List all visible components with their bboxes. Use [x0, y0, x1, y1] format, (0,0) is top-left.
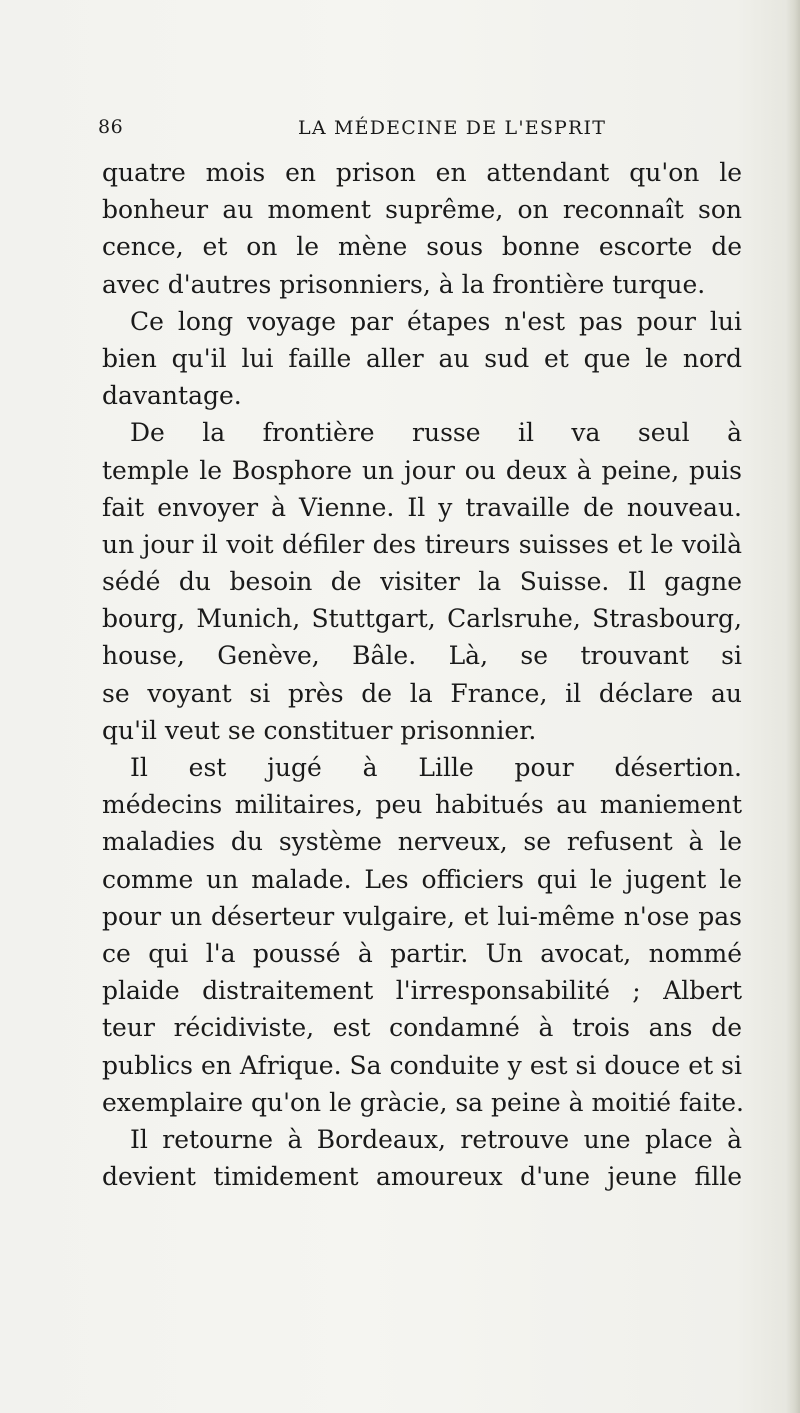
page-number: 86 — [98, 116, 124, 138]
body-text — [102, 154, 742, 1195]
running-title: LA MÉDECINE DE L'ESPRIT — [298, 117, 607, 139]
text-line: davantage. — [102, 381, 242, 411]
text-line: bien qu'il lui faille aller au sud et que le nord — [102, 343, 742, 373]
text-line: un jour il voit défiler des tireurs suisses et le voilà — [102, 529, 742, 559]
text-line: Ce long voyage par étapes n'est pas pour lui — [130, 306, 742, 336]
text-line: De la frontière russe il va seul à — [130, 418, 742, 448]
text-line: temple le Bosphore un jour ou deux à peine, puis — [102, 455, 742, 485]
text-line: maladies du système nerveux, se refusent à le — [102, 827, 742, 857]
text-line: sédé du besoin de visiter la Suisse. Il gagne — [102, 567, 742, 597]
page-edge-shadow — [786, 0, 800, 1413]
text-line: avec d'autres prisonniers, à la frontière turque. — [102, 269, 706, 299]
text-line: médecins militaires, peu habitués au maniement — [102, 790, 742, 820]
text-line: bourg, Munich, Stuttgart, Carlsruhe, Strasbourg, — [102, 604, 742, 634]
running-header — [98, 116, 718, 144]
text-line: cence, et on le mène sous bonne escorte de — [102, 232, 742, 262]
text-line: ce qui l'a poussé à partir. Un avocat, nommé — [102, 938, 742, 968]
text-line: Il retourne à Bordeaux, retrouve une place à — [130, 1124, 742, 1154]
text-line: devient timidement amoureux d'une jeune fille — [102, 1162, 742, 1192]
text-line: se voyant si près de la France, il déclare au — [102, 678, 742, 708]
text-line: quatre mois en prison en attendant qu'on le — [102, 158, 742, 187]
text-line: publics en Afrique. Sa conduite y est si douce et si — [102, 1050, 742, 1080]
text-line: comme un malade. Les officiers qui le jugent le — [102, 864, 742, 894]
text-line: bonheur au moment suprême, on reconnaît son — [102, 195, 742, 225]
text-line: pour un déserteur vulgaire, et lui-même n'ose pas — [102, 901, 742, 931]
text-line: house, Genève, Bâle. Là, se trouvant si — [102, 641, 742, 671]
text-line: fait envoyer à Vienne. Il y travaille de nouveau. — [102, 492, 742, 522]
text-line: exemplaire qu'on le gràcie, sa peine à moitié faite. — [102, 1087, 744, 1117]
text-line: qu'il veut se constituer prisonnier. — [102, 715, 537, 745]
text-line: teur récidiviste, est condamné à trois ans de — [102, 1013, 742, 1043]
text-line: Il est jugé à Lille pour désertion. — [130, 753, 742, 782]
text-line: plaide distraitement l'irresponsabilité ; Albert — [102, 976, 742, 1006]
